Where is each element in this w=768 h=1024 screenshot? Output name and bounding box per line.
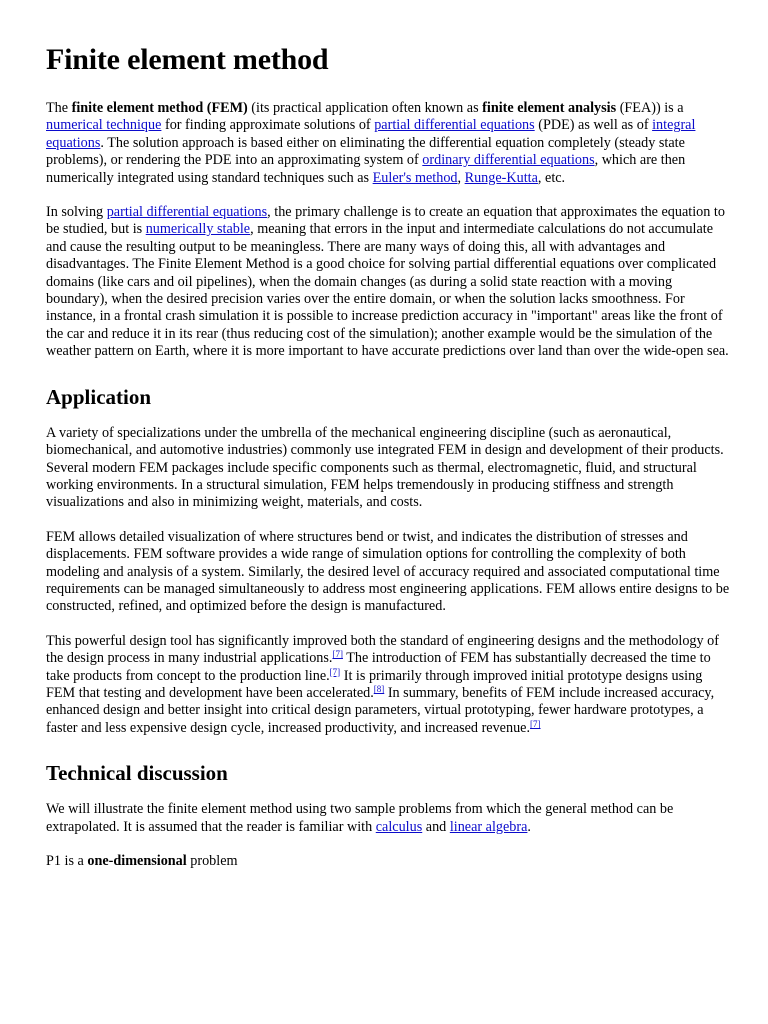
technical-paragraph-2 [46,853,732,870]
citation-link[interactable]: [7] [332,649,343,660]
citation-link[interactable]: [8] [373,683,385,694]
text: P1 is a [46,853,88,869]
text: The introduction of FEM has substantially decreased the time to take products from concept to the production line. [46,650,711,684]
text: (PDE) as well as of [534,117,653,134]
bold-term-fem: finite element method (FEM) [71,100,248,116]
page-title: Finite element method [46,43,329,76]
text: (its practical application often known as [247,100,483,116]
text: , [457,169,465,186]
text: , etc. [537,169,566,186]
bold-term-fea: finite element analysis [482,100,617,116]
text: and [422,818,450,835]
link-calculus[interactable]: calculus [375,818,423,835]
link-integral-equations[interactable]: integral equations [46,117,696,151]
application-paragraph-3 [46,633,732,737]
intro-paragraph-1 [46,100,732,187]
text: The [46,100,72,116]
citation [530,719,541,729]
text: problem [186,853,238,869]
text: , the primary challenge is to create an equation that approximates the equation to be studied, but is [46,204,725,238]
section-heading-application: Application [46,384,152,409]
section-heading-technical-discussion: Technical discussion [46,761,228,786]
application-paragraph-2: FEM allows detailed visualization of where structures bend or twist, and indicates the distribution of stresses and displacements. FEM software provides a wide range of simulation options for controlling the complexity of both modeling and analysis of a system. Similarly, the desired level of accuracy required and associated computational time requirements can be managed simultaneously to address most engineering applications. FEM allows entire designs to be constructed, refined, and optimized before the design is manufactured. [46,528,730,615]
bold-term-one-dimensional: one-dimensional [87,853,187,869]
text: , which are then numerically integrated using standard techniques such as [46,152,686,186]
text: It is primarily through improved initial prototype designs using FEM that testing and development have been accelerated. [46,667,703,701]
citation [332,649,343,659]
link-ordinary-differential-equations[interactable]: ordinary differential equations [422,152,595,169]
text: , meaning that errors in the input and intermediate calculations do not accumulate and cause the resulting output to be meaningless. There are many ways of doing this, all with advantages and disadvantages. The Finite Element Method is a good choice for solving partial differential equations over complicated domains (like cars and oil pipelines), when the domain changes (as during a solid state reaction with a moving boundary), when the desired precision varies over the entire domain, or when the solution lacks smoothness. For instance, in a frontal crash simulation it is possible to increase prediction accuracy in "important" areas like the front of the car and reduce it in its rear (thus reducing cost of the simulation); another example would be the simulation of the weather pattern on Earth, where it is more important to have accurate predictions over land than over the wide-open sea. [46,221,729,360]
citation-link[interactable]: [7] [530,718,541,729]
link-eulers-method[interactable]: Euler's method [372,169,458,186]
text: . The solution approach is based either on eliminating the differential equation completely (steady state problems), or rendering the PDE into an approximating system of [46,134,685,169]
text: We will illustrate the finite element method using two sample problems from which the general method can be extrapolated. It is assumed that the reader is familiar with [46,801,674,835]
text: (FEA)) is a [616,100,684,116]
citation-link[interactable]: [7] [329,666,341,677]
text: for finding approximate solutions of [161,117,375,134]
citation [374,684,385,694]
link-runge-kutta[interactable]: Runge-Kutta [464,169,538,186]
link-partial-differential-equations[interactable]: partial differential equations [106,204,268,221]
link-partial-differential-equations[interactable]: partial differential equations [374,117,535,134]
text: In summary, benefits of FEM include increased accuracy, enhanced design and better insight into critical design parameters, virtual prototyping, fewer hardware prototypes, a faster and less expensive design cycle, increased productivity, and increased revenue. [46,684,715,736]
application-paragraph-1: A variety of specializations under the umbrella of the mechanical engineering discipline (such as aeronautical, biomechanical, and automotive industries) commonly use integrated FEM in design and development of their products. Several modern FEM packages include specific components such as thermal, electromagnetic, fluid, and structural working environments. In a structural simulation, FEM helps tremendously in producing stiffness and strength visualizations and also in minimizing weight, materials, and costs. [46,424,724,511]
intro-paragraph-2 [46,204,732,361]
technical-paragraph-1 [46,801,732,836]
citation [330,667,341,677]
link-numerically-stable[interactable]: numerically stable [145,221,251,238]
text: . [527,818,531,835]
text: In solving [46,204,107,221]
text: This powerful design tool has significantly improved both the standard of engineering designs and the methodology of the design process in many industrial applications. [46,632,719,667]
link-numerical-technique[interactable]: numerical technique [46,117,162,134]
link-linear-algebra[interactable]: linear algebra [449,818,528,835]
